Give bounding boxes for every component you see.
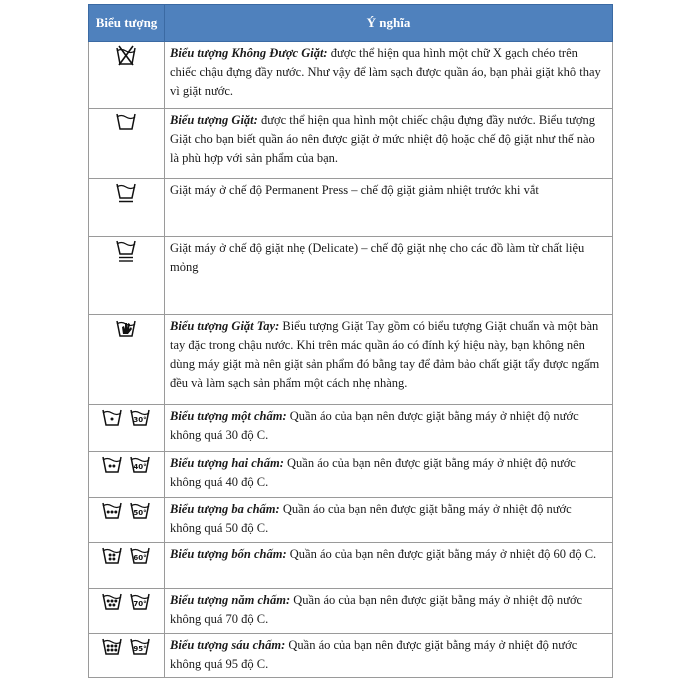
symbol-description: Quần áo của bạn nên được giặt bằng máy ở nhiệt độ nước không quá 40 độ C. [170, 456, 576, 489]
table-row [89, 498, 613, 543]
meaning-cell [165, 498, 613, 543]
svg-text:50°: 50° [133, 509, 147, 517]
meaning-cell [165, 405, 613, 452]
symbol-name: Biểu tượng bốn chấm: [170, 547, 287, 561]
column-header-symbol: Biểu tượng [89, 5, 165, 42]
table-row [89, 179, 613, 237]
permanent-press-icon [115, 181, 137, 203]
svg-text:70°: 70° [133, 600, 147, 608]
meaning-cell [165, 315, 613, 405]
no-wash-icon [115, 44, 137, 66]
hand-wash-icon [115, 317, 137, 339]
meaning-cell [165, 109, 613, 179]
symbol-cell [89, 315, 165, 405]
symbol-cell [89, 589, 165, 634]
symbol-cell [89, 109, 165, 179]
symbol-cell [89, 634, 165, 678]
one-dot-tub-icon [101, 407, 123, 427]
meaning-cell [165, 634, 613, 678]
table-row [89, 452, 613, 498]
six-dots-tub-icon [101, 636, 123, 656]
four-dots-tub-icon [101, 545, 123, 565]
svg-text:40°: 40° [133, 463, 147, 471]
delicate-wash-icon [115, 239, 137, 263]
symbol-description: Quần áo của bạn nên được giặt bằng máy ở nhiệt độ nước không quá 50 độ C. [170, 502, 572, 535]
symbol-description: được thể hiện qua hình một chữ X gạch chéo trên chiếc chậu đựng đầy nước. Như vậy để làm sạch được quần áo, bạn phải giặt khô thay vì giặt nước. [170, 46, 601, 98]
symbol-description: Giặt máy ở chế độ giặt nhẹ (Delicate) – chế độ giặt nhẹ cho các đồ làm từ chất liệu mỏng [170, 241, 585, 274]
wash-tub-icon [115, 111, 137, 131]
meaning-cell [165, 237, 613, 315]
svg-text:60°: 60° [133, 554, 147, 562]
meaning-cell [165, 452, 613, 498]
symbol-description: Biểu tượng Giặt Tay gồm có biểu tượng Giặt chuẩn và một bàn tay đặc trong chậu nước. Khi trên mác quần áo có đính ký hiệu này, bạn không nên dùng máy giặt mà nên giặt sản phẩm đó bằng tay để đảm bảo chất giặt tẩy được ngấm đều và làm sạch sản phẩm một cách nhẹ nhàng. [170, 319, 600, 390]
table-row [89, 405, 613, 452]
symbol-description: Quần áo của bạn nên được giặt bằng máy ở nhiệt độ nước không quá 95 độ C. [170, 638, 578, 671]
symbol-cell [89, 452, 165, 498]
two-dots-tub-icon [101, 454, 123, 474]
70-degree-tub-icon [129, 591, 151, 611]
five-dots-tub-icon [101, 591, 123, 611]
symbol-description: Quần áo của bạn nên được giặt bằng máy ở nhiệt độ nước không quá 70 độ C. [170, 593, 583, 626]
symbol-name: Biểu tượng ba chấm: [170, 502, 280, 516]
symbol-name: Biểu tượng hai chấm: [170, 456, 284, 470]
meaning-cell [165, 42, 613, 109]
table-row [89, 42, 613, 109]
symbol-cell [89, 237, 165, 315]
30-degree-tub-icon [129, 407, 151, 427]
table-row [89, 543, 613, 589]
40-degree-tub-icon [129, 454, 151, 474]
meaning-cell [165, 179, 613, 237]
symbol-description: Quần áo của bạn nên được giặt bằng máy ở nhiệt độ nước không quá 30 độ C. [170, 409, 579, 442]
symbol-name: Biểu tượng năm chấm: [170, 593, 291, 607]
meaning-cell [165, 543, 613, 589]
60-degree-tub-icon [129, 545, 151, 565]
table-row [89, 237, 613, 315]
three-dots-tub-icon [101, 500, 123, 520]
symbol-cell [89, 543, 165, 589]
50-degree-tub-icon [129, 500, 151, 520]
laundry-symbol-table [88, 4, 613, 678]
symbol-name: Biểu tượng Không Được Giặt: [170, 46, 328, 60]
symbol-name: Biểu tượng sáu chấm: [170, 638, 286, 652]
table-row [89, 109, 613, 179]
table-row [89, 634, 613, 678]
symbol-cell [89, 179, 165, 237]
symbol-name: Biểu tượng Giặt: [170, 113, 258, 127]
symbol-cell [89, 498, 165, 543]
svg-text:30°: 30° [133, 416, 147, 424]
table-row [89, 315, 613, 405]
column-header-meaning: Ý nghĩa [165, 5, 613, 42]
table-row [89, 589, 613, 634]
symbol-cell [89, 405, 165, 452]
symbol-description: được thể hiện qua hình một chiếc chậu đựng đầy nước. Biểu tượng Giặt cho bạn biết quần áo nên được giặt ở mức nhiệt độ hoặc chế độ giặt như thế nào là phù hợp với sản phẩm của bạn. [170, 113, 595, 165]
symbol-description: Giặt máy ở chế độ Permanent Press – chế độ giặt giảm nhiệt trước khi vắt [170, 183, 539, 197]
symbol-name: Biểu tượng một chấm: [170, 409, 287, 423]
symbol-description: Quần áo của bạn nên được giặt bằng máy ở nhiệt độ 60 độ C. [286, 547, 597, 561]
meaning-cell [165, 589, 613, 634]
symbol-cell [89, 42, 165, 109]
symbol-name: Biểu tượng Giặt Tay: [170, 319, 280, 333]
95-degree-tub-icon [129, 636, 151, 656]
table-header-row [89, 5, 613, 42]
svg-text:95°: 95° [133, 645, 147, 653]
